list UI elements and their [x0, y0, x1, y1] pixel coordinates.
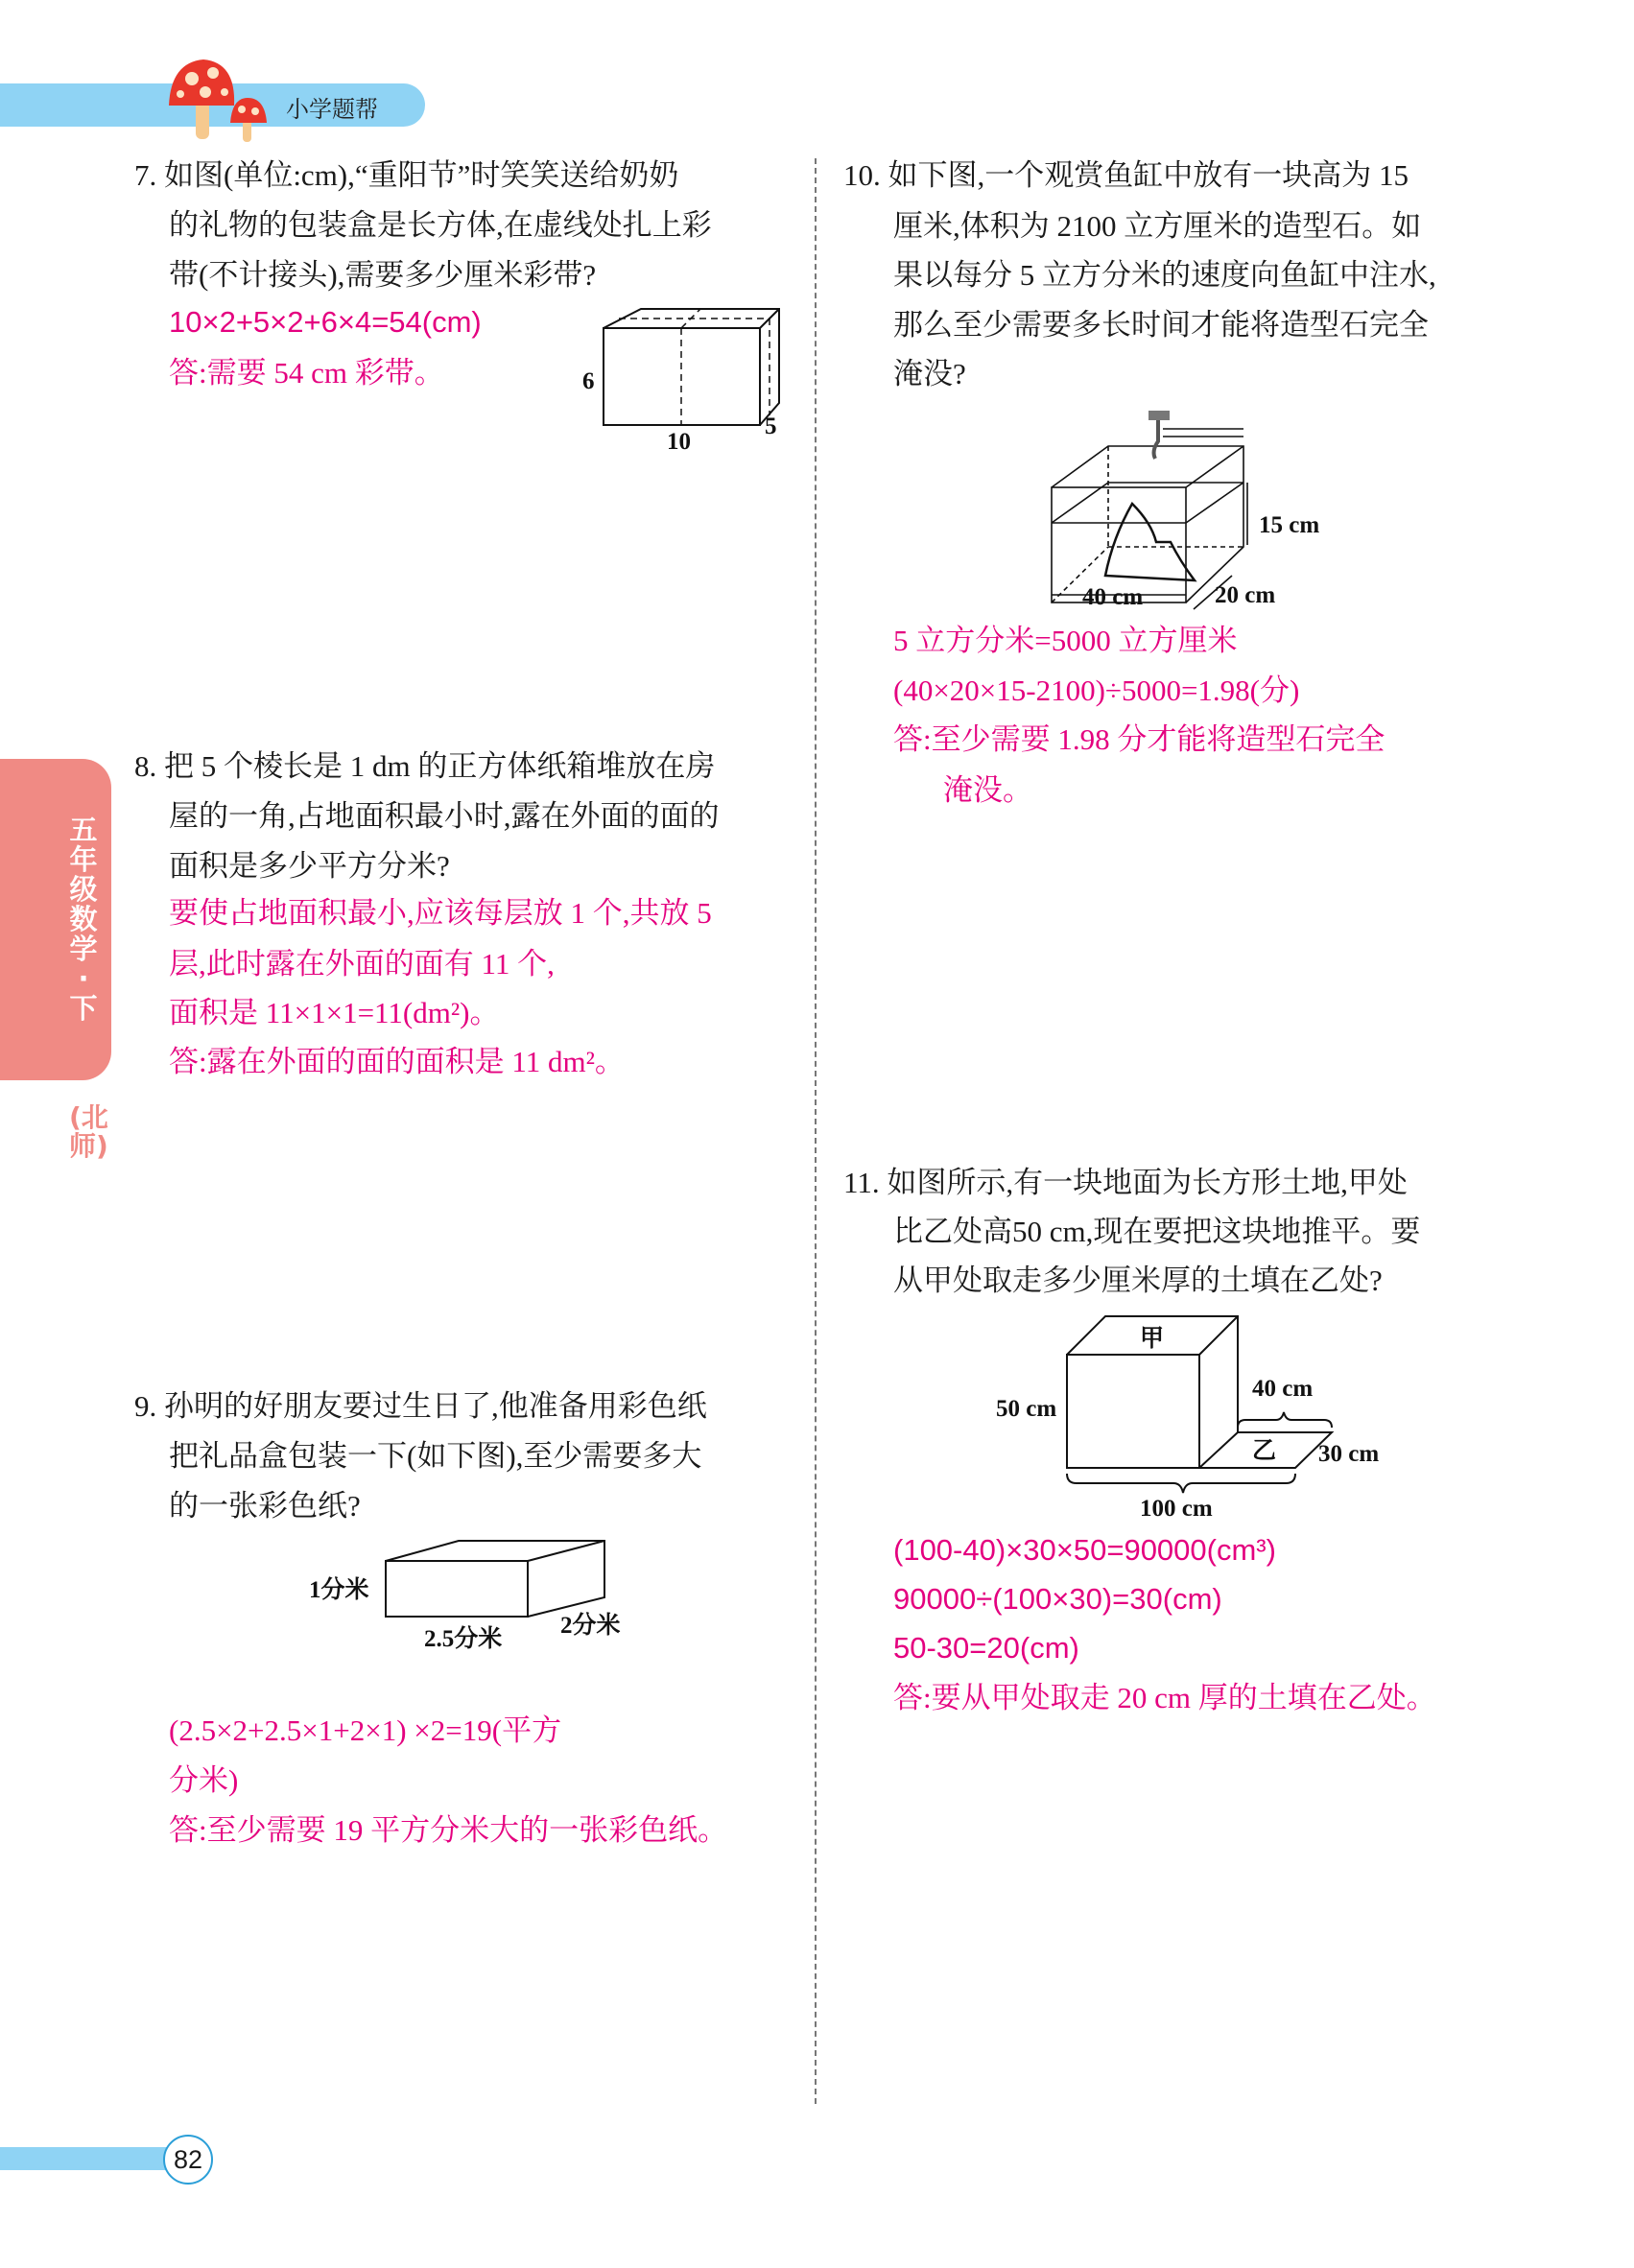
page-number-bar: [0, 2147, 173, 2170]
question-text: 把礼品盒包装一下(如下图),至少需要多大: [169, 1439, 702, 1473]
answer-text: 5 立方分米=5000 立方厘米: [893, 624, 1238, 657]
dimension-label: 50 cm: [996, 1396, 1057, 1422]
answer-text: 淹没。: [943, 773, 1032, 807]
question-text: 7. 如图(单位:cm),“重阳节”时笑笑送给奶奶: [134, 158, 679, 192]
question-text: 的一张彩色纸?: [169, 1489, 361, 1523]
question-text: 淹没?: [893, 357, 966, 390]
answer-text: 答:露在外面的面的面积是 11 dm²。: [169, 1045, 625, 1078]
grade-label: 五年级数学·下: [69, 814, 98, 1025]
question-text: 10. 如下图,一个观赏鱼缸中放有一块高为 15: [843, 158, 1409, 192]
dimension-label: 40 cm: [1082, 584, 1144, 610]
question-text: 从甲处取走多少厘米厚的土填在乙处?: [893, 1264, 1383, 1297]
dimension-label: 20 cm: [1215, 582, 1276, 608]
header-title: 小学题帮: [286, 96, 378, 123]
answer-text: 答:需要 54 cm 彩带。: [169, 356, 444, 390]
dimension-label: 2分米: [560, 1613, 621, 1639]
region-label: 甲: [1140, 1326, 1165, 1352]
answer-text: 50-30=20(cm): [893, 1631, 1079, 1665]
answer-text: (40×20×15-2100)÷5000=1.98(分): [893, 673, 1300, 707]
answer-text: 90000÷(100×30)=30(cm): [893, 1582, 1222, 1616]
question-text: 8. 把 5 个棱长是 1 dm 的正方体纸箱堆放在房: [134, 749, 716, 783]
dimension-label: 100 cm: [1140, 1496, 1213, 1522]
question-text: 屋的一角,占地面积最小时,露在外面的面的: [169, 799, 720, 833]
answer-text: 答:要从甲处取走 20 cm 厚的土填在乙处。: [893, 1681, 1436, 1714]
question-text: 带(不计接头),需要多少厘米彩带?: [169, 258, 597, 292]
dimension-label: 5: [765, 413, 777, 439]
question-text: 厘米,体积为 2100 立方厘米的造型石。如: [893, 209, 1422, 243]
answer-text: 答:至少需要 1.98 分才能将造型石完全: [893, 722, 1385, 756]
question-text: 的礼物的包装盒是长方体,在虚线处扎上彩: [169, 208, 712, 242]
answer-text: 要使占地面积最小,应该每层放 1 个,共放 5: [169, 896, 712, 930]
answer-text: 答:至少需要 19 平方分米大的一张彩色纸。: [169, 1813, 728, 1847]
question-text: 果以每分 5 立方分米的速度向鱼缸中注水,: [893, 258, 1436, 292]
dimension-label: 10: [667, 429, 691, 455]
question-text: 11. 如图所示,有一块地面为长方形土地,甲处: [843, 1166, 1408, 1199]
dimension-label: 6: [582, 368, 595, 394]
answer-text: 10×2+5×2+6×4=54(cm): [169, 305, 482, 339]
question-text: 比乙处高50 cm,现在要把这块地推平。要: [893, 1215, 1421, 1248]
edition-label: (北师): [69, 1101, 108, 1162]
question-text: 9. 孙明的好朋友要过生日了,他准备用彩色纸: [134, 1389, 707, 1423]
question-text: 面积是多少平方分米?: [169, 849, 450, 883]
question-text: 那么至少需要多长时间才能将造型石完全: [893, 308, 1429, 342]
page-number: 82: [163, 2135, 213, 2185]
answer-text: 分米): [169, 1763, 239, 1797]
dimension-label: 15 cm: [1259, 512, 1320, 538]
dimension-label: 40 cm: [1252, 1376, 1314, 1402]
dimension-label: 30 cm: [1318, 1441, 1380, 1467]
answer-text: (2.5×2+2.5×1+2×1) ×2=19(平方: [169, 1713, 562, 1747]
answer-text: 面积是 11×1×1=11(dm²)。: [169, 996, 500, 1029]
answer-text: 层,此时露在外面的面有 11 个,: [169, 947, 555, 980]
answer-text: (100-40)×30×50=90000(cm³): [893, 1533, 1276, 1567]
dimension-label: 1分米: [309, 1577, 369, 1603]
dimension-label: 2.5分米: [424, 1626, 503, 1652]
region-label: 乙: [1252, 1438, 1277, 1464]
